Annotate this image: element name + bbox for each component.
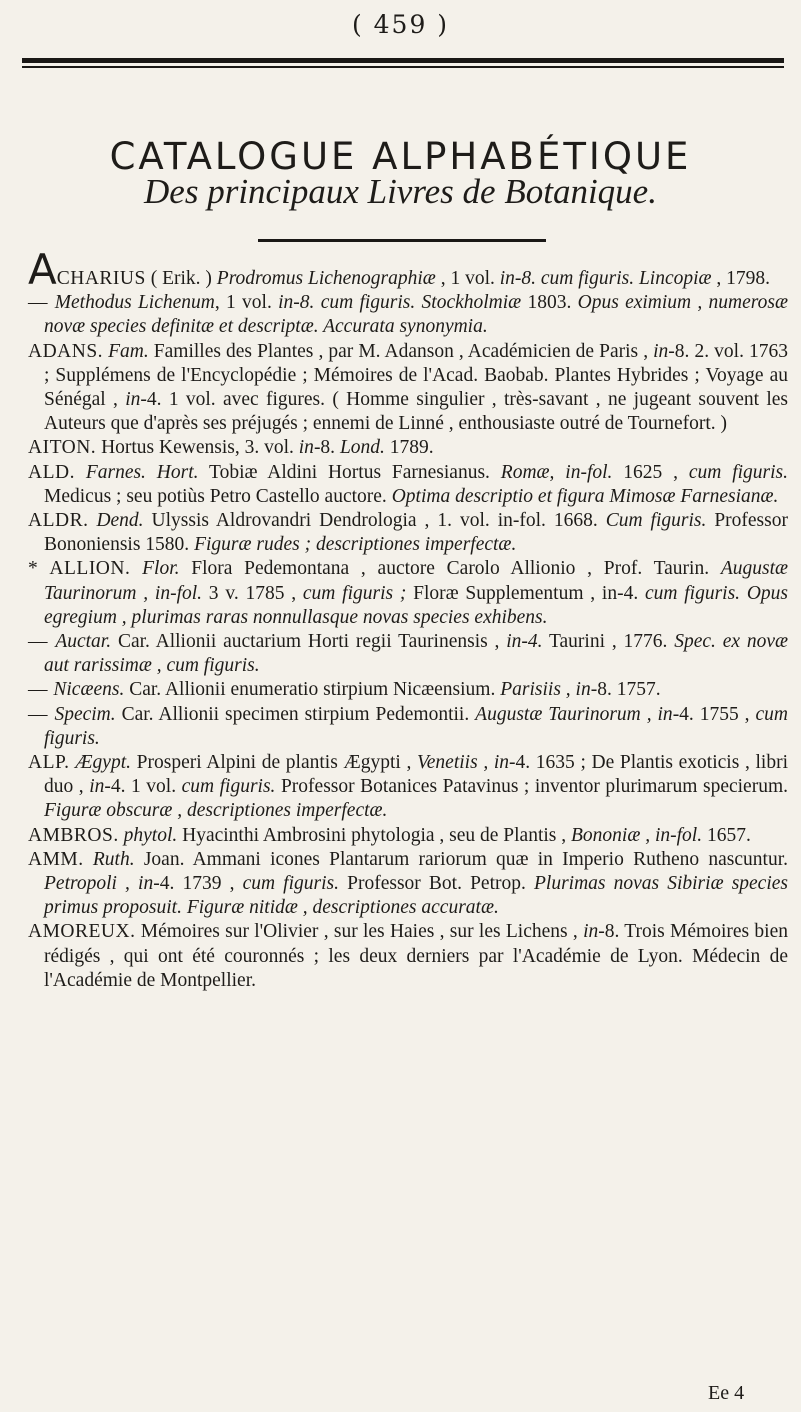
- entry-italic-text: Lond.: [339, 437, 385, 459]
- entry-author: * ALLION.: [28, 558, 131, 580]
- catalogue-entry: [28, 461, 788, 509]
- entry-author: AITON.: [28, 437, 97, 459]
- catalogue-entry: [28, 920, 788, 993]
- entry-text: -4. 1755 ,: [672, 703, 756, 725]
- entry-text: , 1798.: [711, 268, 771, 289]
- entry-italic-text: cum figuris.: [44, 703, 788, 749]
- entry-text: Prosperi Alpini de plantis Ægypti ,: [131, 752, 418, 774]
- entry-text: Ulyssis Aldrovandri Dendrologia , 1. vol. in-fol. 1668.: [143, 510, 606, 532]
- entry-text: Professor Botanices Patavinus ; inventor plurimarum specierum.: [275, 776, 788, 798]
- entry-text: [84, 849, 93, 870]
- entry-italic-text: cum figuris ;: [302, 582, 407, 604]
- entry-text: Tobiæ Aldini Hortus Farnesianus.: [198, 461, 501, 483]
- entry-author: —: [28, 631, 56, 653]
- entry-author: AMBROS.: [28, 824, 119, 846]
- entry-text: 1625 ,: [612, 461, 689, 483]
- entry-text: , 1 vol.: [435, 268, 500, 289]
- entry-italic-text: Nicæens.: [53, 679, 125, 701]
- catalogue-entry: [28, 630, 788, 678]
- entry-italic-text: in-4.: [506, 631, 543, 653]
- entry-italic-text: Opus eximium , numerosæ novæ species definitæ et descriptæ. Accurata synonymia.: [44, 292, 789, 338]
- entry-author: ALD.: [28, 461, 75, 483]
- catalogue-entry: [28, 340, 788, 437]
- entry-italic-text: cum figuris.: [688, 461, 789, 483]
- entry-italic-text: Augustæ Taurinorum , in: [475, 703, 673, 725]
- entry-italic-text: Figuræ rudes ; descriptiones imperfectæ.: [194, 534, 517, 556]
- entry-italic-text: Figuræ obscuræ , descriptiones imperfectæ.: [44, 800, 388, 822]
- entry-text: -4. 1 vol. avec figures. ( Homme singulier , très-savant , ne jugeant souvent les Auteurs que d'après ses préjugés ; ennemi de Linné , enthousiaste outré de Tournefort. ): [44, 389, 788, 435]
- entry-text: Joan. Ammani icones Plantarum rariorum quæ in Imperio Rutheno nascuntur.: [134, 848, 788, 870]
- entry-text: ( Erik. ): [145, 268, 217, 289]
- entry-italic-text: in: [298, 437, 314, 459]
- entry-italic-text: cum figuris.: [181, 776, 276, 798]
- entry-italic-text: Specim.: [54, 703, 116, 725]
- entry-italic-text: phytol.: [123, 824, 178, 846]
- entry-italic-text: Dend.: [96, 510, 144, 532]
- top-rule: [22, 58, 784, 63]
- entry-text: -4. 1 vol.: [104, 776, 182, 798]
- entry-italic-text: Ægypt.: [75, 752, 132, 774]
- entry-italic-text: Augustæ Taurinorum , in-fol.: [44, 558, 789, 604]
- catalogue-subtitle: Des principaux Livres de Botanique.: [144, 172, 657, 211]
- page-number: ( 459 ): [351, 10, 450, 39]
- entry-text: [130, 558, 142, 579]
- entry-text: -8. 1757.: [590, 679, 661, 701]
- entry-text: Professor Bot. Petrop.: [339, 873, 534, 895]
- entry-text: Floræ Supplementum , in-4.: [406, 582, 645, 604]
- entry-text: Mémoires sur l'Olivier , sur les Haies , sur les Lichens ,: [135, 921, 584, 943]
- entry-author: —: [28, 292, 55, 314]
- catalogue-entry: [28, 678, 788, 702]
- catalogue-entries: [28, 245, 789, 993]
- catalogue-entry: [28, 848, 788, 921]
- entry-italic-text: Spec. ex novæ aut rarissimæ , cum figuris.: [44, 631, 789, 677]
- entry-italic-text: Petropoli , in: [44, 873, 154, 895]
- entry-text: -8. 2. vol. 1763 ; Supplémens de l'Encyclopédie ; Mémoires de l'Acad. Baobab. Plantes Hybrides ; Voyage au Sénégal ,: [44, 340, 788, 411]
- entry-italic-text: Prodromus Lichenographiæ: [216, 268, 436, 289]
- entry-author: —: [28, 703, 55, 725]
- catalogue-title: CATALOGUE ALPHABÉTIQUE: [109, 134, 692, 178]
- entry-italic-text: in: [89, 776, 105, 798]
- entry-text: Hortus Kewensis, 3. vol.: [96, 437, 299, 459]
- catalogue-entry: [28, 245, 788, 294]
- catalogue-entry: [28, 751, 788, 824]
- entry-text: Flora Pedemontana , auctore Carolo Allionio , Prof. Taurin.: [179, 558, 721, 580]
- entry-text: Car. Allionii enumeratio stirpium Nicæensium.: [124, 679, 501, 701]
- catalogue-entry: [28, 509, 788, 557]
- entry-italic-text: in: [653, 340, 669, 362]
- entry-text: 3 v. 1785 ,: [202, 582, 303, 604]
- entry-italic-text: Ruth.: [92, 848, 135, 870]
- entry-italic-text: in-8. cum figuris. Stockholmiæ: [278, 292, 522, 314]
- entry-italic-text: Farnes. Hort.: [85, 461, 199, 483]
- entry-italic-text: Auctar.: [55, 631, 112, 653]
- catalogue-entry: [28, 291, 788, 339]
- entry-text: Taurini , 1776.: [542, 631, 675, 653]
- entry-author: —: [28, 679, 54, 701]
- signature-mark: Ee 4: [708, 1382, 745, 1404]
- entry-italic-text: Cum figuris.: [605, 510, 707, 532]
- catalogue-entry: [28, 557, 788, 630]
- entry-text: -8.: [313, 437, 340, 459]
- entry-author: CHARIUS: [56, 268, 146, 289]
- entry-text: -4. 1635 ; De Plantis exoticis , libri duo ,: [44, 752, 788, 798]
- entry-text: 1789.: [384, 437, 434, 459]
- subtitle-rule: [258, 239, 546, 242]
- entry-italic-text: cum figuris. Opus egregium , plurimas raras nonnullasque novas species exhibens.: [44, 582, 788, 628]
- entry-italic-text: Fam.: [108, 340, 149, 362]
- entry-italic-text: cum figuris. Lincopiæ: [540, 268, 712, 289]
- entry-italic-text: cum figuris.: [242, 873, 339, 895]
- catalogue-entry: [28, 824, 788, 848]
- entry-text: Car. Allionii auctarium Horti regii Taurinensis ,: [111, 631, 507, 653]
- entry-text: 1657.: [702, 824, 751, 846]
- entry-italic-text: Bononiæ , in-fol.: [571, 824, 703, 846]
- entry-text: Medicus ; seu potiùs Petro Castello auctore.: [44, 485, 392, 507]
- entry-author: ADANS.: [28, 340, 104, 362]
- entry-italic-text: in: [125, 389, 141, 411]
- entry-author: AMOREUX.: [28, 921, 136, 943]
- entry-italic-text: Optima descriptio et figura Mimosæ Farnesianæ.: [391, 485, 779, 507]
- entry-author: ALDR.: [28, 510, 89, 532]
- entry-text: , 1 vol.: [214, 292, 279, 314]
- entry-author: ALP.: [28, 752, 70, 774]
- entry-text: Professor Bononiensis 1580.: [44, 510, 788, 556]
- catalogue-entry: [28, 436, 788, 460]
- entry-text: Hyacinthi Ambrosini phytologia , seu de Plantis ,: [177, 824, 572, 846]
- entry-italic-text: Plurimas novas Sibiriæ species primus proposuit. Figuræ nitidæ , descriptiones accuratæ.: [44, 873, 788, 919]
- entry-text: -8. Trois Mémoires bien rédigés , qui ont été couronnés ; les deux derniers par l'Académie de Lyon. Médecin de l'Académie de Montpellier.: [44, 921, 788, 991]
- drop-initial: A: [28, 245, 57, 294]
- entry-italic-text: Methodus Lichenum: [54, 292, 215, 314]
- entry-italic-text: Flor.: [142, 558, 180, 580]
- entry-italic-text: Parisiis , in: [500, 679, 591, 701]
- catalogue-entry: [28, 703, 788, 751]
- entry-text: -4. 1739 ,: [153, 873, 243, 895]
- entry-text: Car. Allionii specimen stirpium Pedemontii.: [115, 703, 476, 725]
- top-rule-thin: [22, 66, 784, 68]
- entry-italic-text: Venetiis , in: [417, 752, 510, 774]
- entry-italic-text: in-8.: [499, 268, 537, 289]
- entry-text: [75, 462, 86, 483]
- entry-text: Familles des Plantes , par M. Adanson , Académicien de Paris ,: [148, 340, 654, 362]
- entry-author: AMM.: [28, 848, 84, 870]
- entry-text: 1803.: [521, 292, 578, 314]
- entry-italic-text: in: [583, 921, 599, 943]
- entry-italic-text: Romæ, in-fol.: [500, 461, 613, 483]
